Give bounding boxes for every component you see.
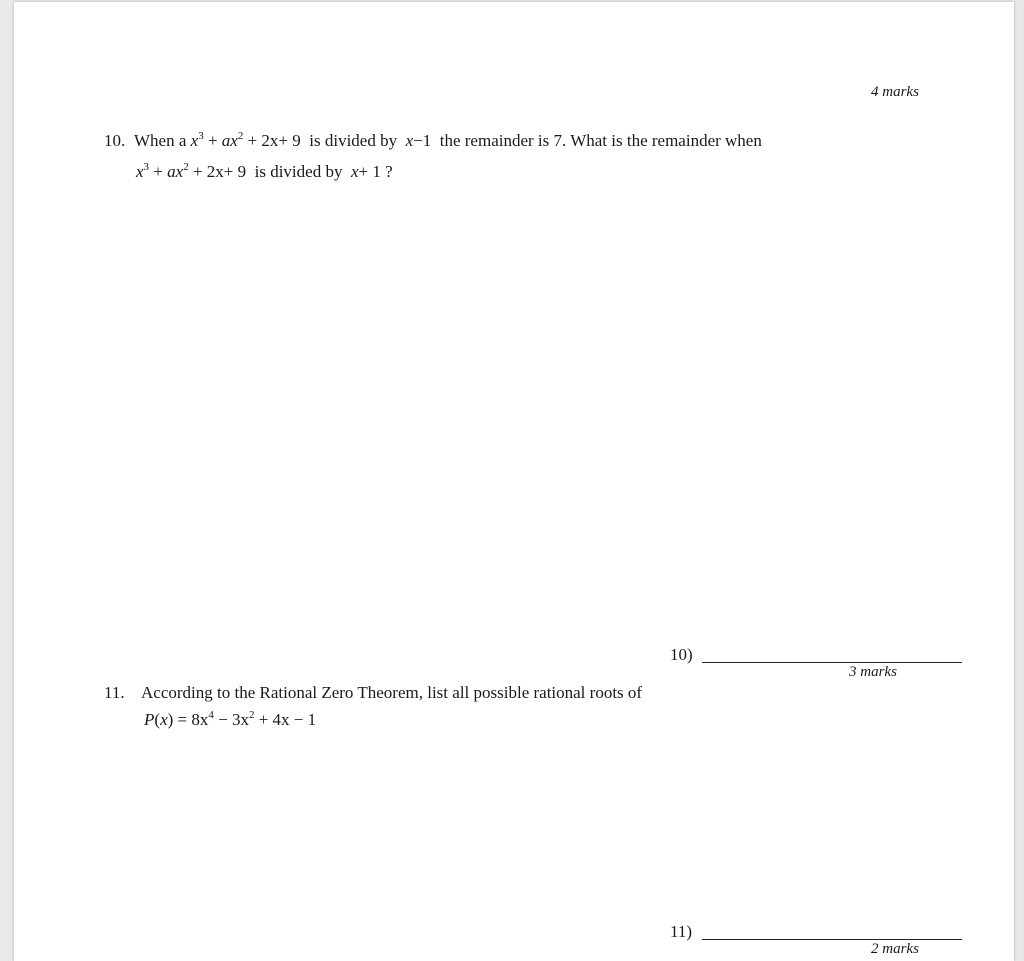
q10-text-pre: When a (134, 131, 187, 150)
q10-text2-mid: is divided by (254, 162, 343, 181)
q10-divisor-rest: −1 (413, 131, 432, 150)
q10-poly-x: x (190, 131, 199, 150)
q10-poly2-a: a (167, 162, 176, 181)
q10-divisor2-var: x (350, 162, 359, 181)
q10-poly2-x: x (136, 162, 144, 181)
q10-poly-plus: + (207, 131, 218, 150)
q10-number: 10. (104, 131, 126, 150)
q10-divisor2-rest: + 1 ? (358, 162, 393, 181)
q10-text-post: the remainder is 7. What is the remainder when (439, 131, 762, 150)
q11-marks: 3 marks (849, 664, 897, 680)
q11-formula-open: ( (154, 710, 161, 729)
q10-poly2-x2: x (175, 162, 184, 181)
q11-formula-t1: 8x (191, 710, 209, 729)
q10-poly2-exp2: 2 (183, 161, 189, 173)
q12-marks: 2 marks (871, 941, 919, 957)
q10-poly-rest: + 2x+ 9 (247, 131, 301, 150)
q11-formula-t3: + 4x − 1 (258, 710, 317, 729)
q11-formula-e1: 4 (208, 709, 214, 721)
q10-divisor-var: x (405, 131, 414, 150)
q11-formula-close: ) (167, 710, 174, 729)
q11-text: According to the Rational Zero Theorem, list all possible rational roots of (141, 683, 643, 702)
q11-number: 11. (104, 683, 125, 702)
q10-poly2-exp3: 3 (143, 161, 150, 173)
q10-poly-exp3: 3 (198, 130, 204, 142)
q11-answer-label: 11) (670, 922, 693, 941)
document-page (14, 2, 1014, 961)
q10-line1 (134, 131, 762, 151)
q11-formula (144, 710, 316, 730)
q10-poly-a: a (221, 131, 231, 150)
q10-poly-exp2: 2 (237, 130, 244, 142)
q11-answer-line[interactable] (702, 939, 962, 940)
q11-formula-e2: 2 (248, 709, 255, 721)
q10-answer-label: 10) (670, 645, 693, 664)
q11-formula-x: x (160, 710, 168, 729)
q10-text-mid: is divided by (309, 131, 398, 150)
q11-formula-t2: − 3x (218, 710, 249, 729)
q10-line2 (136, 162, 393, 182)
q10-marks: 4 marks (871, 84, 919, 100)
q11-formula-P: P (144, 710, 155, 729)
q10-answer-line[interactable] (702, 662, 962, 663)
q11-formula-eq: = (177, 710, 188, 729)
q10-poly2-plus: + (153, 162, 163, 181)
q10-poly-x2: x (230, 131, 238, 150)
q10-poly2-rest: + 2x+ 9 (192, 162, 247, 181)
